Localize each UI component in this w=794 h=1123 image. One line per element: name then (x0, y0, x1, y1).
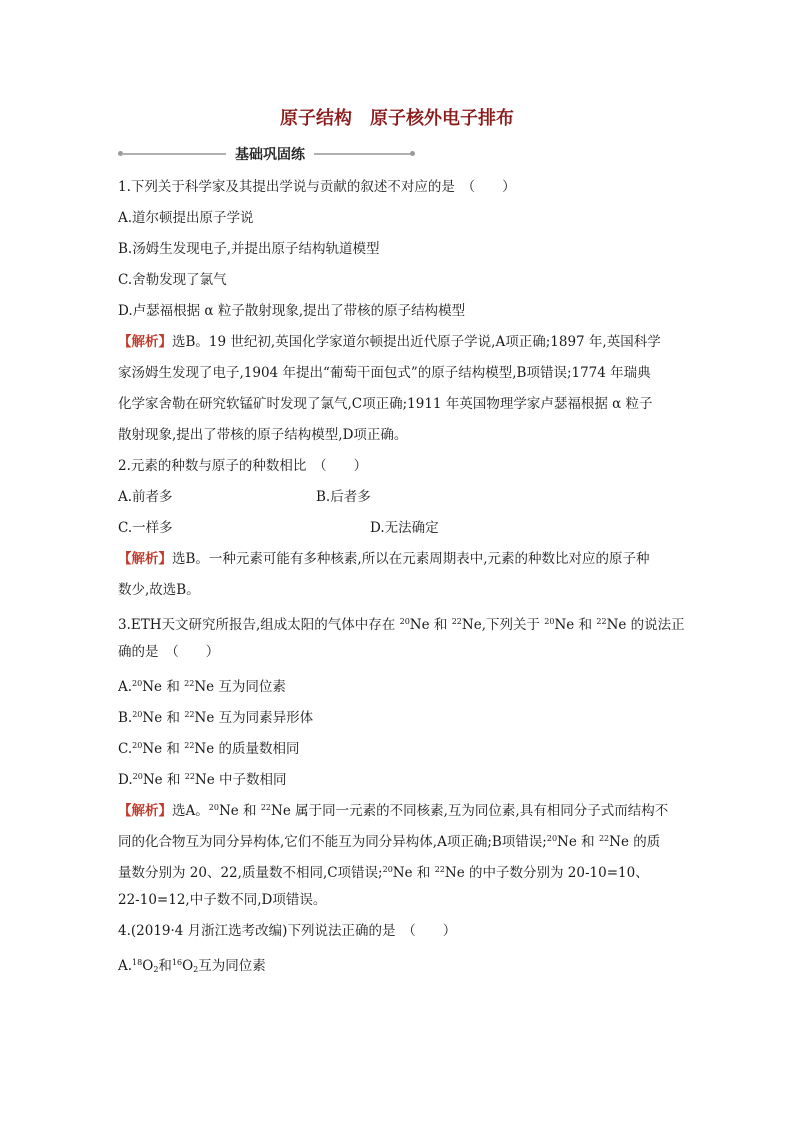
page-title: 原子结构 原子核外电子排布 (280, 108, 514, 129)
question-2-option-a: A.前者多 (118, 489, 173, 505)
question-3-analysis-line: 同的化合物互为同分异构体,它们不能互为同分异构体,A项正确;B项错误;$^{20}$Ne 和 $^{22}$Ne 的质 (118, 834, 661, 850)
question-4-option-a: $A.^{18}O_2$和$^{16}O_2$互为同位素 (118, 958, 266, 974)
question-2-analysis-line: 数少,故选B。 (118, 582, 200, 598)
analysis-text: 选B。19 世纪初,英国化学家道尔顿提出近代原子学说,A项正确;1897 年,英国科学 (172, 334, 661, 350)
section-header (118, 144, 418, 164)
question-3-option-b: B.$^{20}$Ne 和 $^{22}$Ne 互为同素异形体 (118, 710, 314, 726)
question-4-stem: 4.(2019·4 月浙江选考改编)下列说法正确的是 （ ） (118, 923, 457, 939)
analysis-text: 选B。一种元素可能有多种核素,所以在元素周期表中,元素的种数比对应的原子种 (172, 551, 650, 567)
question-1-stem: 1.下列关于科学家及其提出学说与贡献的叙述不对应的是 （ ） (118, 179, 516, 195)
question-1-analysis-line: 化学家舍勒在研究软锰矿时发现了氯气,C项正确;1911 年英国物理学家卢瑟福根据 α 粒子 (118, 396, 653, 412)
question-3-option-d: D.$^{20}$Ne 和 $^{22}$Ne 中子数相同 (118, 772, 287, 788)
divider-dot-right (410, 151, 415, 156)
question-1-option-a: A.道尔顿提出原子学说 (118, 210, 254, 226)
questions (118, 172, 685, 978)
question-2-option-c: C.一样多 (118, 520, 173, 536)
divider-left (122, 153, 226, 155)
question-2-stem: 2.元素的种数与原子的种数相比 （ ） (118, 458, 368, 474)
question-2-analysis-line (118, 544, 678, 575)
question-1-option-b: B.汤姆生发现电子,并提出原子结构轨道模型 (118, 241, 380, 257)
question-2-option-d: D.无法确定 (370, 520, 439, 536)
question-2-options-row-1 (118, 482, 678, 513)
question-1-analysis-line: 家汤姆生发现了电子,1904 年提出“葡萄干面包式”的原子结构模型,B项错误;1774 年瑞典 (118, 365, 651, 381)
question-1-analysis-line (118, 327, 678, 358)
question-3-analysis-line: 【解析】选A。$^{20}$Ne 和 $^{22}$Ne 属于同一元素的不同核素,互为同位素,具有相同分子式而结构不 (118, 803, 669, 819)
question-1-option-d: D.卢瑟福根据 α 粒子散射现象,提出了带核的原子结构模型 (118, 303, 466, 319)
analysis-tag: 【解析】 (118, 803, 172, 819)
question-3-stem-line-2: 确的是 （ ） (118, 644, 220, 660)
analysis-tag: 【解析】 (118, 551, 172, 567)
question-3-option-c: C.$^{20}$Ne 和 $^{22}$Ne 的质量数相同 (118, 741, 300, 757)
question-1-analysis-line: 散射现象,提出了带核的原子结构模型,D项正确。 (118, 427, 408, 443)
question-3-stem-line-1: 3.ETH天文研究所报告,组成太阳的气体中存在 $^{20}$Ne 和 $^{22}$Ne,下列关于 $^{20}$Ne 和 $^{22}$Ne 的说法正 (118, 617, 685, 633)
question-3-analysis-line: 22-10=12,中子数不同,D项错误。 (118, 892, 327, 908)
question-3-analysis-line: 量数分别为 20、22,质量数不相同,C项错误;$^{20}$Ne 和 $^{22}$Ne 的中子数分别为 20-10=10、 (118, 865, 649, 881)
question-2-options-row-2 (118, 513, 678, 544)
analysis-tag: 【解析】 (118, 334, 172, 350)
question-1-option-c: C.舍勒发现了氯气 (118, 272, 227, 288)
question-3-option-a: A.$^{20}$Ne 和 $^{22}$Ne 互为同位素 (118, 679, 286, 695)
divider-right (314, 153, 410, 155)
section-label: 基础巩固练 (235, 147, 305, 163)
question-2-option-b: B.后者多 (316, 489, 371, 505)
